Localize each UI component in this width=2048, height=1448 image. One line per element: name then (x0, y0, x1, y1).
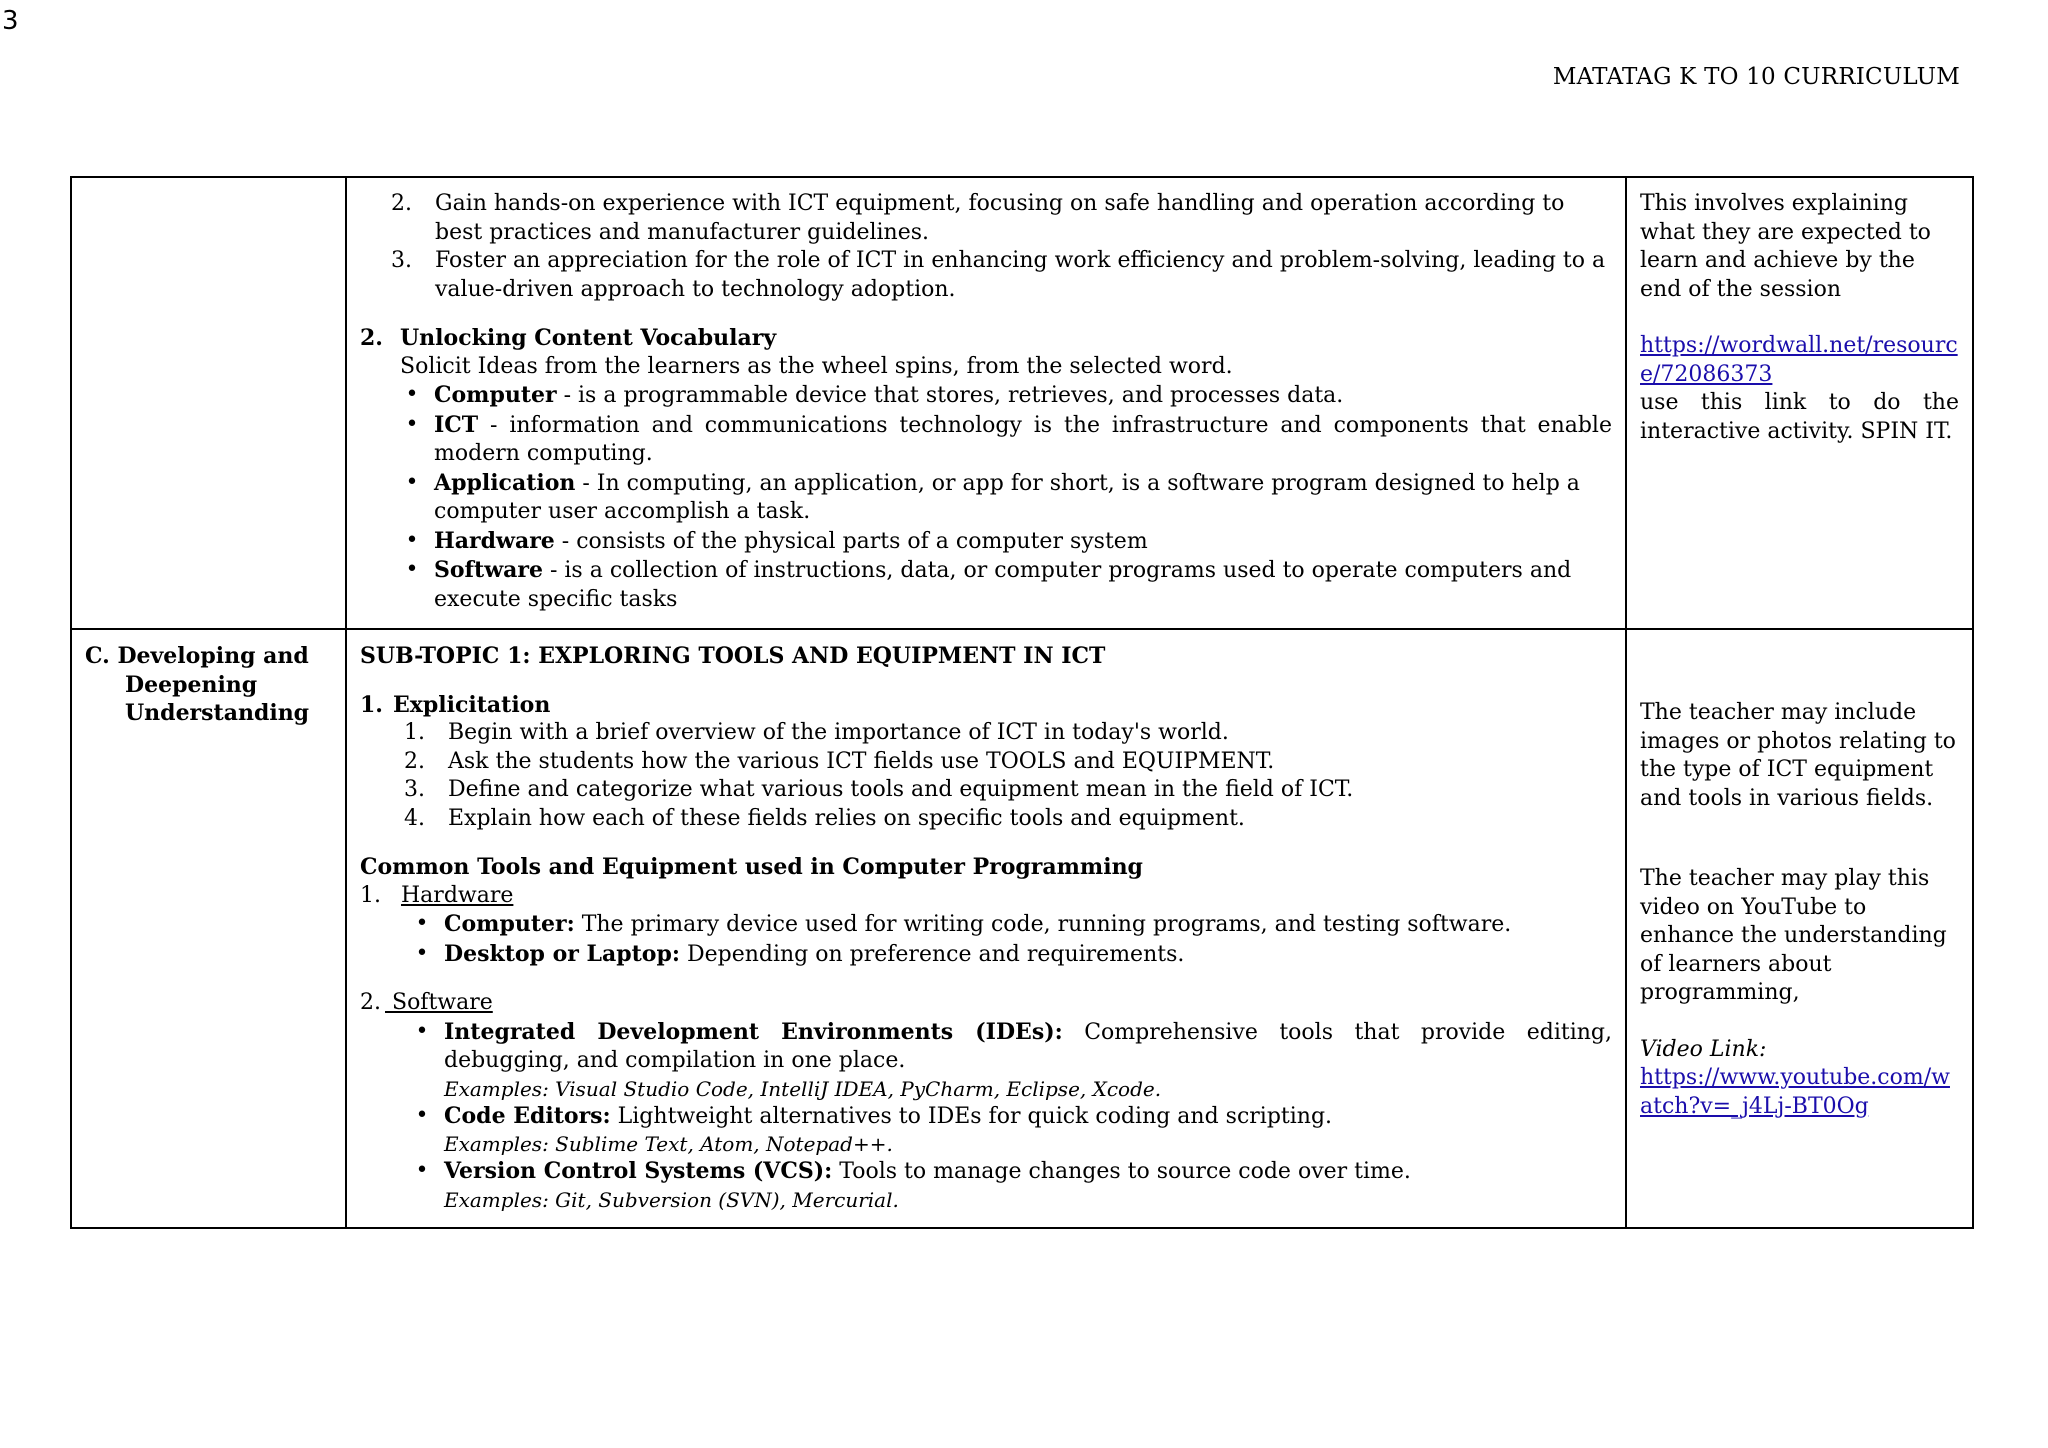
table-row (71, 629, 1973, 1228)
vocab-item: • Application - In computing, an application, or app for short, is a software program designed to help a computer user accomplish a task. (390, 469, 1612, 527)
bullet-icon: • (405, 527, 419, 553)
vocab-heading: 2. Unlocking Content Vocabulary (360, 325, 777, 351)
section-label-cell (71, 177, 346, 629)
bullet-icon: • (415, 1102, 429, 1128)
hardware-item: • Desktop or Laptop: Depending on preference and requirements. (400, 940, 1612, 970)
bullet-icon: • (415, 1018, 429, 1044)
hardware-item: • Computer: The primary device used for writing code, running programs, and testing software. (400, 910, 1612, 940)
objective-item: 3. Foster an appreciation for the role of ICT in enhancing work efficiency and problem-solving, leading to a value-driven approach to technology adoption. (391, 248, 1606, 302)
bullet-icon: • (405, 469, 419, 495)
notes-images: The teacher may include images or photos relating to the type of ICT equipment and tools in various fields. (1640, 700, 1956, 811)
notes-text: This involves explaining what they are expected to learn and achieve by the end of the session (1640, 191, 1931, 302)
bullet-icon: • (405, 382, 419, 407)
video-link-label: Video Link: (1640, 1036, 1767, 1062)
hardware-heading: 1. Hardware (360, 882, 514, 908)
subtopic-title: SUB-TOPIC 1: EXPLORING TOOLS AND EQUIPMENT IN ICT (360, 643, 1106, 669)
vocab-item: • Computer - is a programmable device that stores, retrieves, and processes data. (390, 381, 1612, 411)
vocab-item: • Software - is a collection of instructions, data, or computer programs used to operate computers and execute specific tasks (390, 556, 1612, 614)
examples-text: Examples: Git, Subversion (SVN), Mercurial. (444, 1187, 899, 1212)
tools-heading: Common Tools and Equipment used in Computer Programming (360, 854, 1143, 880)
bullet-icon: • (415, 911, 429, 936)
bullet-icon: • (415, 1158, 429, 1183)
examples-text: Examples: Visual Studio Code, IntelliJ IDEA, PyCharm, Eclipse, Xcode. (444, 1076, 1162, 1101)
explicitation-heading: 1. Explicitation (360, 691, 551, 718)
vocab-item: • Hardware - consists of the physical parts of a computer system (390, 527, 1612, 557)
procedure-cell (346, 629, 1626, 1228)
table-row (71, 177, 1973, 629)
examples-text: Examples: Sublime Text, Atom, Notepad++. (444, 1132, 893, 1156)
bullet-icon: • (415, 940, 429, 966)
procedure-cell (346, 177, 1626, 629)
lesson-plan-table (70, 176, 1974, 1229)
explicitation-step: 2. Ask the students how the various ICT fields use TOOLS and EQUIPMENT. (404, 748, 1275, 774)
notes-video: The teacher may play this video on YouTube to enhance the understanding of learners about programming, (1640, 866, 1947, 1005)
objective-item: 2. Gain hands-on experience with ICT equipment, focusing on safe handling and operation according to best practices and manufacturer guidelines. (391, 191, 1565, 245)
software-item: • Version Control Systems (VCS): Tools to manage changes to source code over time. Examples: Git, Subversion (SVN), Mercurial. (400, 1157, 1612, 1213)
explicitation-step: 3. Define and categorize what various tools and equipment mean in the field of ICT. (404, 777, 1354, 802)
section-label-cell (71, 629, 346, 1228)
software-item: • Code Editors: Lightweight alternatives to IDEs for quick coding and scripting. Examples: Sublime Text, Atom, Notepad++. (400, 1102, 1612, 1158)
vocab-intro: Solicit Ideas from the learners as the wheel spins, from the selected word. (400, 353, 1233, 379)
link-instruction: use this link to do the interactive activity. SPIN IT. (1640, 390, 1959, 444)
youtube-link[interactable]: https://www.youtube.com/watch?v=_j4Lj-BT0Og (1640, 1065, 1950, 1119)
header-title: MATATAG K TO 10 CURRICULUM (1552, 64, 1960, 90)
notes-cell (1626, 177, 1973, 629)
vocab-item: • ICT - information and communications technology is the infrastructure and components that enable modern computing. (390, 411, 1612, 469)
software-heading: 2. Software (360, 990, 493, 1015)
explicitation-step: 1. Begin with a brief overview of the importance of ICT in today's world. (404, 720, 1229, 745)
bullet-icon: • (405, 411, 419, 437)
explicitation-step: 4. Explain how each of these fields relies on specific tools and equipment. (404, 805, 1245, 831)
software-item: • Integrated Development Environments (IDEs): Comprehensive tools that provide editing, debugging, and compilation in one place. Examples: Visual Studio Code, IntelliJ IDEA, PyCharm, Eclipse, Xcode. (400, 1018, 1612, 1102)
bullet-icon: • (405, 557, 419, 582)
wordwall-link[interactable]: https://wordwall.net/resource/72086373 (1640, 333, 1958, 387)
section-label: C. Developing and Deepening Understanding (85, 643, 310, 726)
notes-cell (1626, 629, 1973, 1228)
page-number: 3 (2, 6, 19, 36)
